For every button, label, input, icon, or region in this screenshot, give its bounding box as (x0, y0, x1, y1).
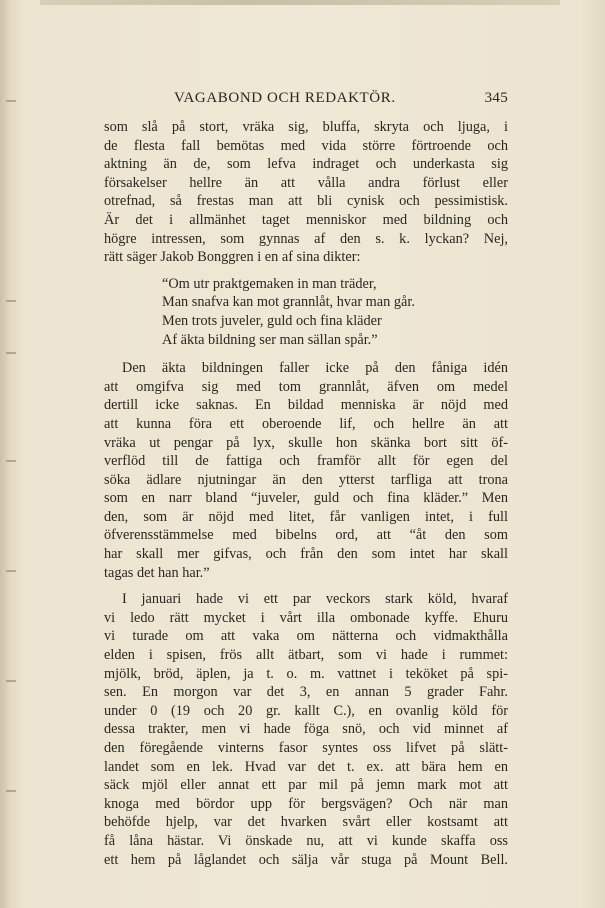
text-line: högre intressen, som gynnas af den s. k. lyckan? Nej, (104, 230, 508, 247)
text-line: dessa trakter, men vi hade föga snö, och vid minnet af (104, 721, 508, 738)
text-line: I januari hade vi ett par veckors stark köld, hvaraf (122, 591, 508, 608)
text-line: sen. En morgon var det 3, en annan 5 grader Fahr. (104, 684, 508, 701)
text-line: de flesta fall bemötas med vida större förtroende och (104, 137, 508, 154)
running-head (104, 90, 508, 110)
text-line: elden i spisen, frös allt ätbart, som vi hade i rummet: (104, 647, 508, 664)
text-line: säck mjöl eller annat ett par mil på jemn mark mot att (104, 777, 508, 794)
verse-line: Af äkta bildning ser man sällan spår.” (162, 331, 378, 348)
text-line: att kunna föra ett oberoende lif, och hellre än att (104, 415, 508, 432)
paragraph-3 (104, 590, 508, 869)
text-line: försakelser hellre än att vålla andra förlust eller (104, 174, 508, 191)
text-line: Den äkta bildningen faller icke på den fåniga idén (122, 360, 508, 377)
page-number: 345 (484, 90, 508, 106)
margin-mark (6, 300, 16, 302)
text-line: ett hem på låglandet och sälja vår stuga på Mount Bell. (104, 851, 508, 868)
text-line: den, som är nöjd med litet, får vanligen intet, i full (104, 508, 508, 525)
text-line: landet som en lek. Hvad var det t. ex. att bära hem en (104, 758, 508, 775)
text-line: mjölk, bröd, äplen, ja t. o. m. vattnet i teköket på spi- (104, 665, 508, 682)
gutter-shadow (0, 0, 10, 908)
text-line: vräka ut pengar på lyx, skulle hon skänka bort sitt öf- (104, 434, 508, 451)
text-line: den föregående vinterns fasor syntes oss lifvet på slätt- (104, 740, 508, 756)
text-line: behöfde hjelp, var det hvarken svårt eller kostsamt att (104, 814, 508, 831)
verse-line: Man snafva kan mot grannlåt, hvar man går. (162, 294, 415, 311)
text-line: verflöd till de fattiga och framför allt för egen del (104, 453, 508, 470)
text-line: aktning än de, som lefva indraget och underkasta sig (104, 156, 508, 173)
text-line: har skall mer gifvas, och från den som intet har skall (104, 546, 508, 563)
text-line: Är det i allmänhet taget menniskor med bildning och (104, 211, 508, 228)
text-line: tagas det han har.” (104, 564, 210, 581)
text-line: som en narr bland “juveler, guld och fina kläder.” Men (104, 490, 508, 507)
text-line: vi ledo rätt mycket i vårt illa ombonade kyffe. Ehuru (104, 609, 508, 626)
text-line: rätt säger Jakob Bonggren i en af sina dikter: (104, 249, 361, 266)
page-top-edge (40, 0, 560, 5)
margin-mark (6, 100, 16, 102)
text-line: otrefnad, så frestas man att bli cynisk och pessimistisk. (104, 193, 508, 210)
text-line: öfverensstämmelse med bibelns ord, att “åt den som (104, 527, 508, 544)
running-title: VAGABOND OCH REDAKTÖR. (174, 90, 396, 106)
text-line: knoga med bördor upp för bergsvägen? Och när man (104, 795, 508, 812)
text-line: dertill icke saknas. En bildad menniska är nöjd med (104, 397, 508, 414)
margin-mark (6, 352, 16, 354)
text-line: att omgifva sig med tom grannlåt, äfven om medel (104, 378, 508, 395)
verse-line: “Om utr praktgemaken in man träder, (162, 275, 377, 292)
body-text (104, 118, 508, 869)
margin-mark (6, 680, 16, 682)
margin-mark (6, 790, 16, 792)
verse-line: Men trots juveler, guld och fina kläder (162, 312, 382, 329)
paragraph-gap (104, 582, 508, 590)
paragraph-1 (104, 118, 508, 267)
text-line: vi turade om att vaka om nätterna och vidmakthålla (104, 628, 508, 645)
text-line: söka ädlare njutningar än den ytterst tarfliga att trona (104, 471, 508, 488)
text-line: få låna hästar. Vi önskade nu, att vi kunde skaffa oss (104, 832, 508, 849)
text-line: som slå på stort, vräka sig, bluffa, skryta och ljuga, i (104, 119, 508, 135)
text-line: under 0 (19 och 20 gr. kallt C.), en ovanlig köld för (104, 702, 508, 719)
margin-mark (6, 460, 16, 462)
paragraph-2 (104, 359, 508, 582)
margin-mark (6, 570, 16, 572)
verse-quote (162, 275, 508, 349)
